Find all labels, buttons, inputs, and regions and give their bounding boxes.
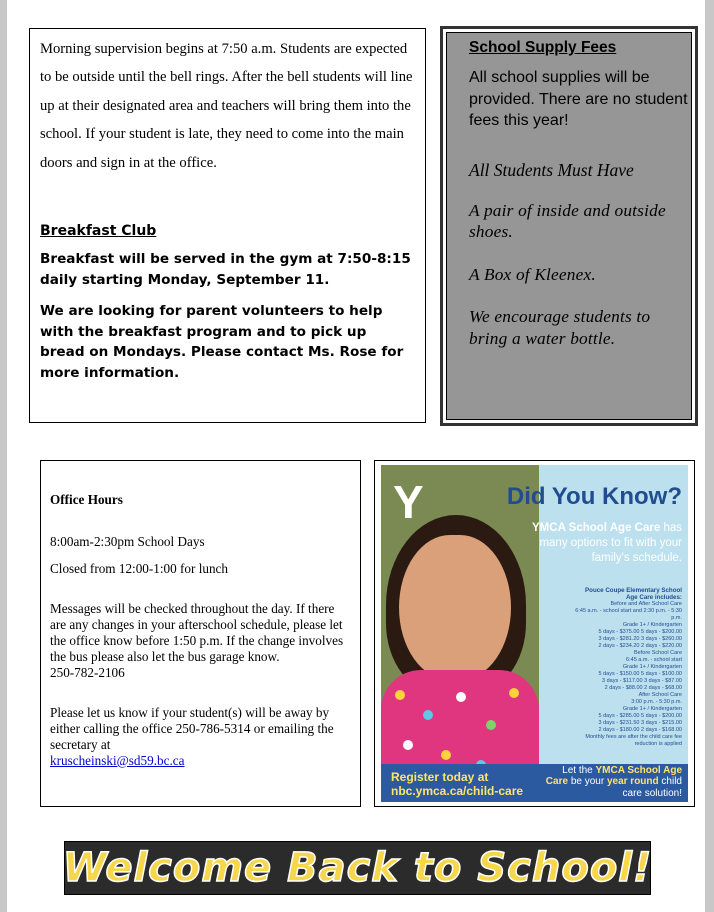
supply-item: A pair of inside and outside shoes.	[469, 200, 666, 242]
fine-line: After School Care	[638, 692, 682, 698]
fine-line: Monthly fees are after the child care fee reduction is applied	[585, 734, 682, 747]
away-body: Please let us know if your student(s) will be away by either calling the office 250-786-5314 or emailing the secretary at	[50, 705, 334, 752]
supply-item: We encourage students to bring a water bottle.	[469, 307, 651, 348]
shirt-dot	[403, 740, 413, 750]
ad-tagline	[542, 765, 682, 800]
ad-intro-rest: has many options to fit with your family's schedule.	[539, 522, 682, 564]
welcome-banner	[64, 841, 651, 895]
shirt-dot	[441, 750, 451, 760]
must-have-heading: All Students Must Have	[469, 159, 634, 180]
ymca-ad	[381, 465, 688, 802]
fine-line: 2 days - $234.20 2 days - $220.00	[598, 643, 682, 649]
supervision-text: Morning supervision begins at 7:50 a.m. Students are expected to be outside until the bell rings. After the bell students will line up at their designated area and teachers will bring them into the school. If your student is late, they need to come into the main doors and sign in at the office.	[40, 41, 413, 171]
ad-fine-print	[572, 587, 682, 748]
fine-line: Before and After School Care	[610, 601, 682, 607]
supply-fees-title: School Supply Fees	[469, 39, 617, 56]
fine-line: 5 days - $375.00 5 days - $200.00	[598, 629, 682, 635]
ad-intro	[502, 521, 682, 566]
register-url: nbc.ymca.ca/child-care	[391, 784, 524, 798]
fine-line: 3:00 p.m. - 5:30 p.m.	[631, 699, 682, 705]
office-hours-title: Office Hours	[50, 492, 123, 507]
supply-item: A Box of Kleenex.	[469, 264, 596, 284]
shirt-dot	[486, 720, 496, 730]
ad-headline: Did You Know?	[506, 483, 682, 510]
fine-line: 6:45 a.m. - school start	[626, 657, 682, 663]
fine-line: Grade 1+ / Kindergarten	[622, 622, 682, 628]
supervision-box	[29, 28, 426, 423]
fine-line: 3 days - $231.50 3 days - $215.00	[598, 720, 682, 726]
shirt-dot	[423, 710, 433, 720]
office-closed-lunch: Closed from 12:00-1:00 for lunch	[50, 561, 229, 576]
tagline-year-round: year round	[606, 776, 659, 787]
fine-line: 5 days - $285.00 5 days - $200.00	[598, 713, 682, 719]
fine-line: 2 days - $88.00 2 days - $68.00	[604, 685, 682, 691]
shirt-dot	[456, 692, 466, 702]
fine-line: 2 days - $180.00 2 days - $168.00	[598, 727, 682, 733]
school-supply-box	[440, 26, 698, 426]
ad-school-name: Pouce Coupe Elementary School Age Care includes:	[585, 587, 682, 601]
ad-intro-bold: YMCA School Age Care	[532, 522, 661, 534]
office-hours-box	[40, 460, 361, 807]
fine-line: Grade 1+ / Kindergarten	[622, 706, 682, 712]
fine-line: Before School Care	[634, 650, 682, 656]
breakfast-text: Breakfast will be served in the gym at 7:50-8:15 daily starting Monday, September 11.	[40, 251, 411, 288]
tagline-solution: child care solution!	[622, 776, 682, 799]
fine-line: 3 days - $117.00 3 days - $87.00	[601, 678, 682, 684]
ad-text-panel	[499, 465, 688, 802]
supply-fees-intro: All school supplies will be provided. There are no student fees this year!	[469, 69, 688, 129]
fine-line: 6:45 a.m. - school start and 2:30 p.m. - 5:30 p.m.	[575, 608, 682, 621]
child-face	[399, 535, 511, 680]
fine-line: Grade 1+ / Kindergarten	[622, 664, 682, 670]
tagline-be-your: be your	[570, 776, 605, 787]
ad-bottom-bar	[381, 764, 688, 802]
bus-phone: 250-782-2106	[50, 665, 125, 680]
fine-line: 5 days - $150.00 5 days - $100.00	[598, 671, 682, 677]
breakfast-club-title: Breakfast Club	[40, 223, 157, 240]
ad-register	[391, 770, 523, 798]
volunteer-text: We are looking for parent volunteers to help with the breakfast program and to pick up bread on Mondays. Please contact Ms. Rose for more information.	[40, 303, 404, 381]
tagline-let-the: Let the	[562, 764, 593, 776]
newsletter-page	[7, 0, 705, 912]
office-hours-time: 8:00am-2:30pm School Days	[50, 534, 205, 549]
tagline-ymca: YMCA School Age Care	[545, 764, 682, 787]
messages-body: Messages will be checked throughout the day. If there are any changes in your afterschool schedule, please let the office know before 1:50 p.m. If the change involves the bus please also let the bus garage know.	[50, 601, 344, 664]
shirt-dot	[395, 690, 405, 700]
school-supply-panel	[446, 32, 692, 420]
fine-line: 3 days - $281.20 3 days - $260.00	[598, 636, 682, 642]
ymca-ad-frame	[374, 460, 695, 807]
office-messages-text	[50, 601, 352, 681]
secretary-email-link[interactable]: kruscheinski@sd59.bc.ca	[50, 753, 185, 768]
welcome-banner-text: Welcome Back to School!	[62, 845, 653, 891]
ymca-logo: Y	[393, 476, 424, 528]
register-label: Register today at	[391, 770, 489, 784]
office-away-text	[50, 705, 352, 769]
